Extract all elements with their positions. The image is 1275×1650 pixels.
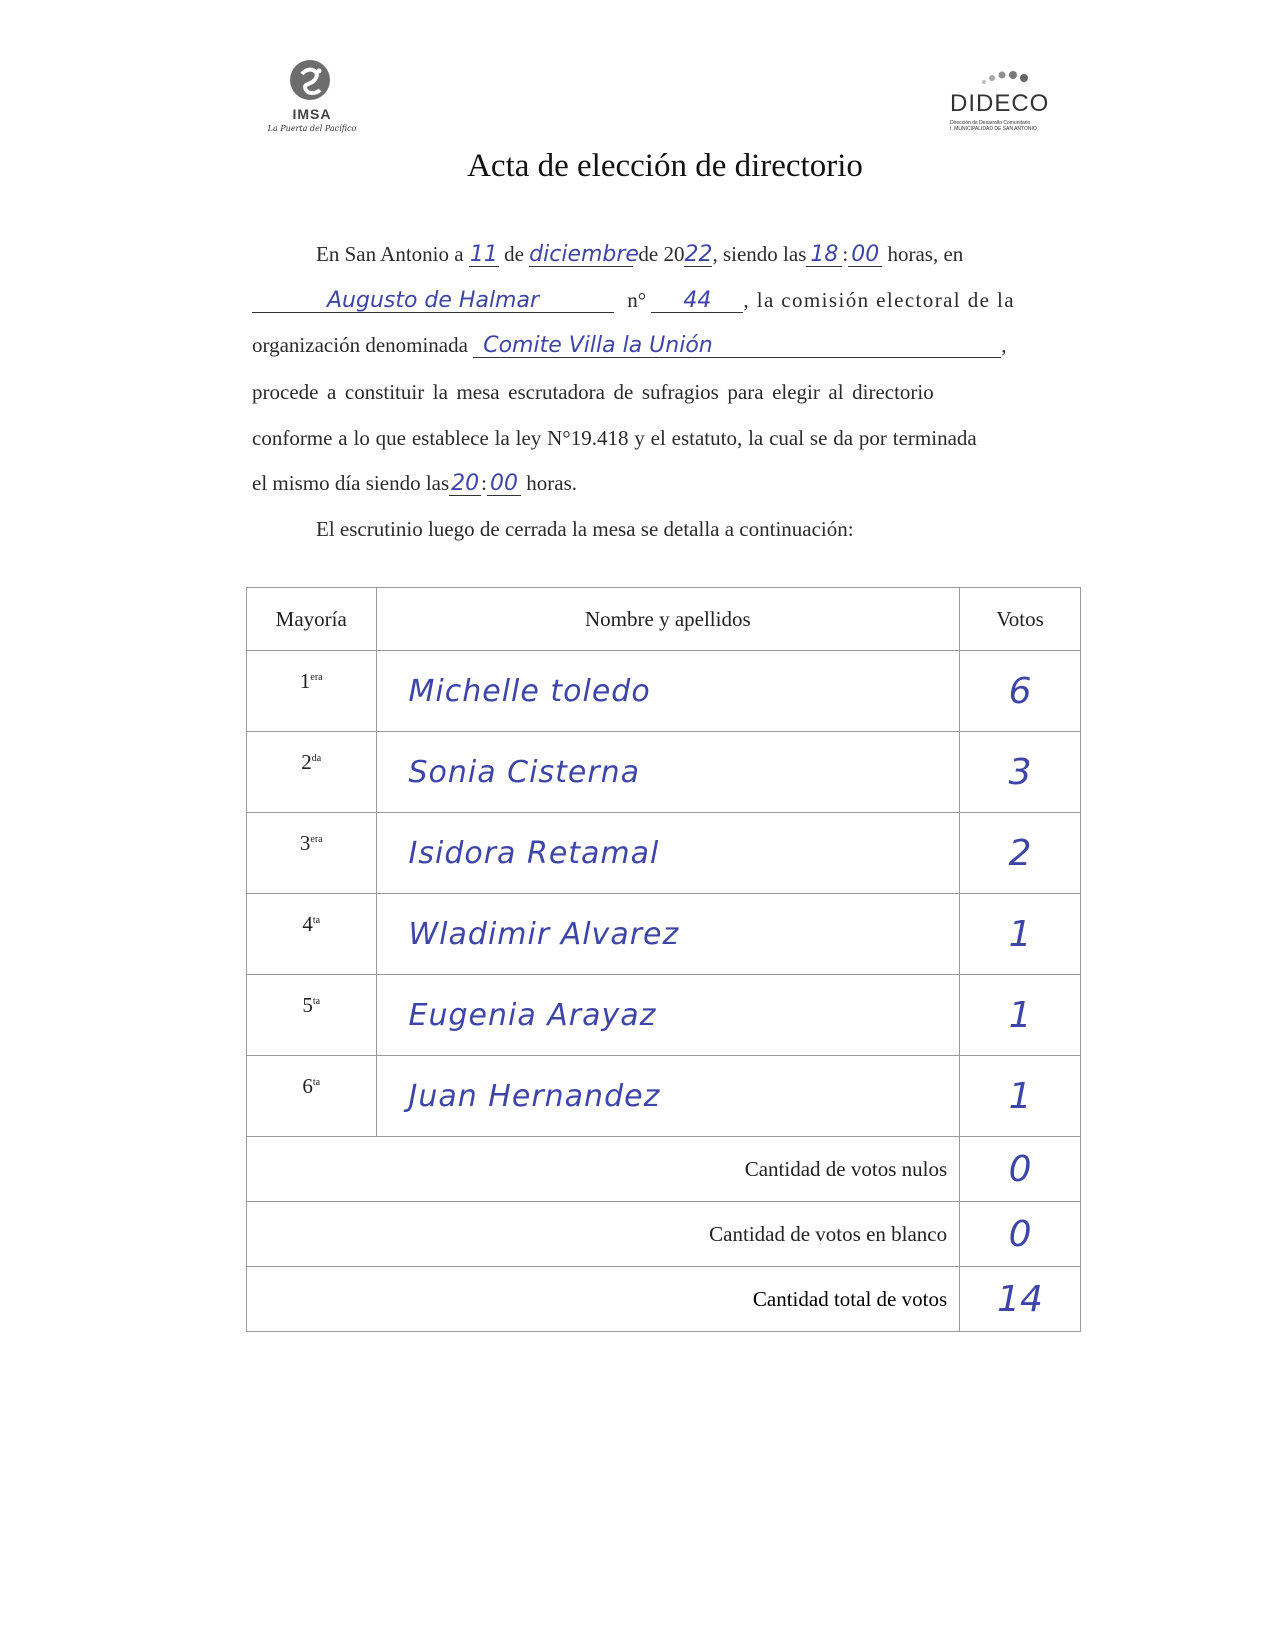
rank-number: 6	[302, 1074, 313, 1098]
blank-votes-row	[247, 1202, 1081, 1267]
colon-2: :	[481, 471, 487, 495]
table-header-row	[247, 588, 1081, 651]
candidate-name: Wladimir Alvarez	[376, 894, 960, 975]
paragraph-line-7: El escrutinio luego de cerrada la mesa se detalla a continuación:	[316, 517, 854, 541]
table-row	[247, 813, 1081, 894]
candidate-name: Sonia Cisterna	[376, 732, 960, 813]
organization-name-field: Comite Villa la Unión	[473, 335, 1001, 358]
imsa-logo	[262, 50, 362, 140]
text-mismo-dia: el mismo día siendo las	[252, 471, 450, 495]
rank-cell	[247, 894, 377, 975]
candidate-votes: 2	[960, 813, 1081, 894]
rank-cell	[247, 975, 377, 1056]
paragraph-line-1	[316, 242, 963, 267]
year-field: 22	[684, 242, 713, 267]
street-field: Augusto de Halmar	[252, 290, 614, 313]
paragraph-line-3	[252, 333, 1006, 358]
candidate-name: Juan Hernandez	[376, 1056, 960, 1137]
rank-cell	[247, 732, 377, 813]
month-field: diciembre	[529, 242, 639, 267]
text-de-20: de 20	[638, 242, 685, 266]
text-comma: ,	[1001, 333, 1007, 357]
start-hour-field: 18	[806, 244, 842, 267]
end-minute-field: 00	[487, 473, 521, 496]
header-votes: Votos	[960, 588, 1081, 651]
text-numero: n°	[627, 288, 647, 312]
candidate-name: Isidora Retamal	[376, 813, 960, 894]
blank-votes-label: Cantidad de votos en blanco	[247, 1202, 960, 1267]
rank-number: 5	[302, 993, 313, 1017]
text-siendo-las: , siendo las	[712, 242, 807, 266]
header-name: Nombre y apellidos	[376, 588, 960, 651]
null-votes-row	[247, 1137, 1081, 1202]
candidate-votes: 1	[960, 894, 1081, 975]
rank-number: 1	[299, 669, 311, 693]
table-row	[247, 975, 1081, 1056]
rank-cell	[247, 651, 377, 732]
dideco-sub-line1: Dirección de Desarrollo Comunitario	[950, 120, 1031, 126]
paragraph-line-5: conforme a lo que establece la ley N°19.418 y el estatuto, la cual se da por terminada	[252, 426, 977, 450]
header-rank: Mayoría	[247, 588, 377, 651]
text-de-1: de	[504, 242, 524, 266]
paragraph-line-2	[252, 288, 1015, 313]
rank-cell	[247, 813, 377, 894]
text-horas: horas.	[526, 471, 577, 495]
rank-suffix: ta	[312, 996, 321, 1007]
end-hour-field: 20	[451, 471, 480, 496]
rank-cell	[247, 1056, 377, 1137]
paragraph-line-4: procede a constituir la mesa escrutadora de sufragios para elegir al directorio	[252, 380, 934, 404]
candidate-name: Michelle toledo	[376, 651, 960, 732]
candidate-votes: 6	[960, 651, 1081, 732]
table-row	[247, 1056, 1081, 1137]
total-votes-row	[247, 1267, 1081, 1332]
rank-suffix: ta	[312, 1077, 321, 1088]
rank-suffix: era	[310, 834, 323, 845]
candidate-votes: 3	[960, 732, 1081, 813]
rank-suffix: ta	[312, 915, 321, 926]
dideco-subtitle	[950, 120, 1070, 132]
total-votes-value: 14	[960, 1267, 1081, 1332]
null-votes-value: 0	[960, 1137, 1081, 1202]
dideco-dots-icon	[978, 68, 1038, 88]
text-organizacion-denominada: organización denominada	[252, 333, 468, 357]
dideco-brand: DIDECO	[950, 90, 1050, 117]
dideco-logo	[950, 68, 1070, 138]
rank-suffix: da	[311, 753, 322, 764]
rank-number: 2	[301, 750, 312, 774]
imsa-tagline: La Puerta del Pacífico	[267, 124, 357, 133]
blank-votes-value: 0	[960, 1202, 1081, 1267]
candidate-votes: 1	[960, 975, 1081, 1056]
rank-number: 3	[299, 831, 311, 855]
colon-1: :	[842, 242, 849, 266]
text-horas-en: horas, en	[887, 242, 964, 266]
imsa-emblem-icon	[286, 56, 334, 104]
table-row	[247, 732, 1081, 813]
text-comision-electoral: , la comisión electoral de la	[743, 288, 1015, 312]
street-number-field: 44	[651, 290, 743, 313]
total-votes-label: Cantidad total de votos	[247, 1267, 960, 1332]
text-en-san-antonio: En San Antonio a	[316, 242, 464, 266]
rank-suffix: era	[310, 672, 323, 683]
null-votes-label: Cantidad de votos nulos	[247, 1137, 960, 1202]
results-table	[246, 587, 1081, 1332]
day-field: 11	[469, 242, 498, 267]
page-title: Acta de elección de directorio	[467, 148, 863, 184]
start-minute-field: 00	[848, 244, 882, 267]
rank-number: 4	[302, 912, 313, 936]
table-row	[247, 651, 1081, 732]
candidate-name: Eugenia Arayaz	[376, 975, 960, 1056]
candidate-votes: 1	[960, 1056, 1081, 1137]
dideco-sub-line2: I. MUNICIPALIDAD DE SAN ANTONIO	[950, 126, 1037, 132]
table-row	[247, 894, 1081, 975]
paragraph-line-6	[252, 471, 577, 496]
imsa-brand: IMSA	[292, 106, 332, 122]
